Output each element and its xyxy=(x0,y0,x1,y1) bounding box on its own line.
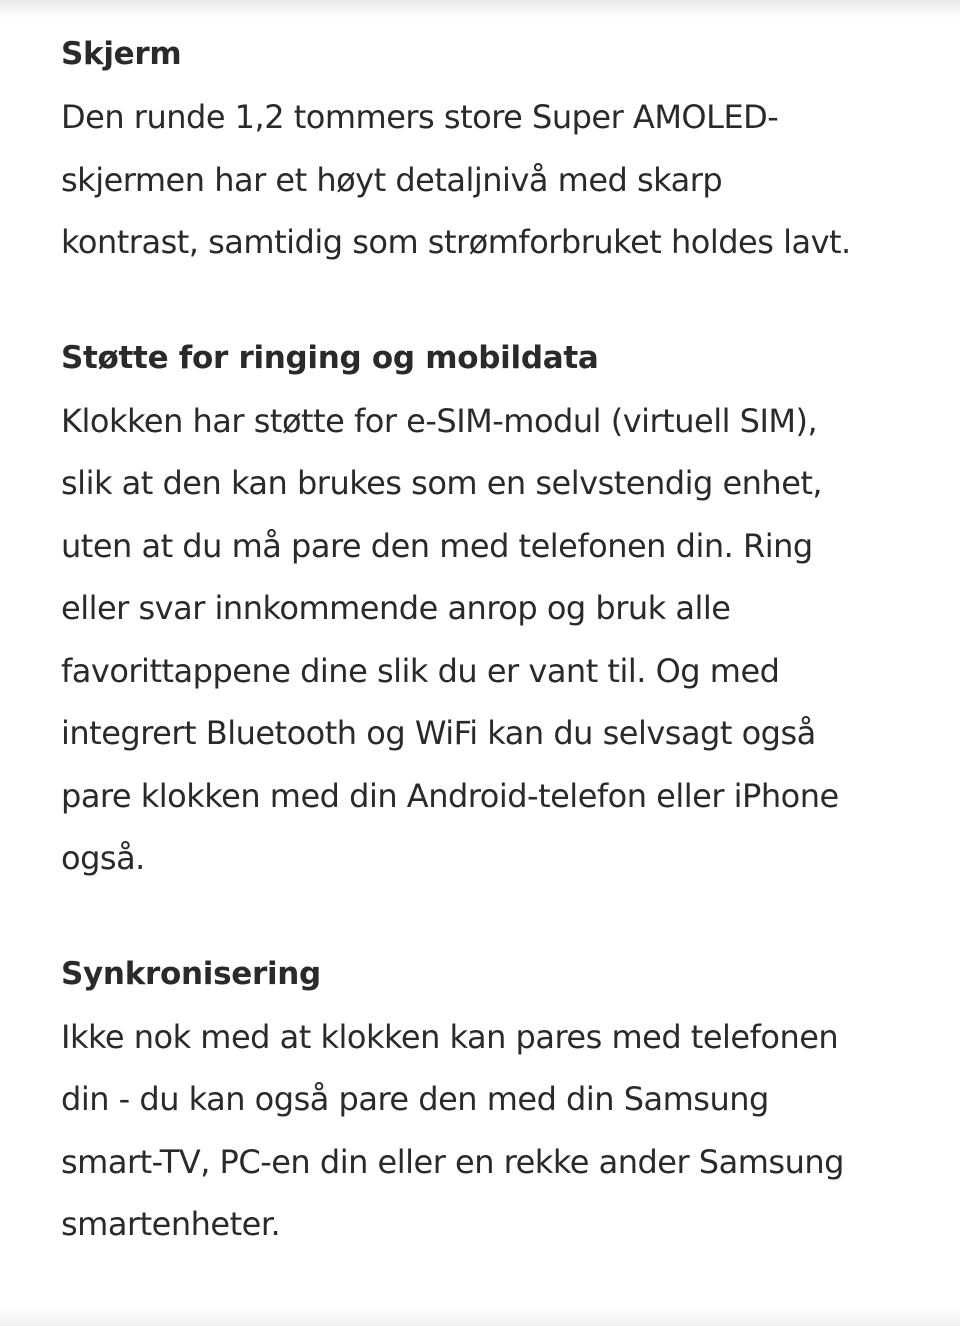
body-line: Den runde 1,2 tommers store Super AMOLED- xyxy=(61,98,779,136)
section-body xyxy=(61,390,941,890)
bottom-edge-shadow xyxy=(0,1306,960,1326)
body-line: din - du kan også pare den med din Samsung xyxy=(61,1080,769,1118)
body-line: Klokken har støtte for e-SIM-modul (virtuell SIM), xyxy=(61,401,818,440)
body-line: uten at du må pare den med telefonen din. Ring xyxy=(61,526,813,565)
product-description xyxy=(61,28,941,1314)
body-line: smartenheter. xyxy=(61,1205,281,1243)
body-line: kontrast, samtidig som strømforbruket holdes lavt. xyxy=(61,223,851,261)
body-line: Ikke nok med at klokken kan pares med telefonen xyxy=(61,1017,839,1056)
body-line: favorittappene dine slik du er vant til. Og med xyxy=(61,651,780,690)
body-line: slik at den kan brukes som en selvstendig enhet, xyxy=(61,464,823,502)
body-line: pare klokken med din Android-telefon eller iPhone xyxy=(61,776,839,815)
section-synchronization xyxy=(61,948,941,1256)
body-line: eller svar innkommende anrop og bruk alle xyxy=(61,589,731,627)
section-heading: Synkronisering xyxy=(61,955,321,992)
section-heading: Støtte for ringing og mobildata xyxy=(61,339,599,376)
section-heading: Skjerm xyxy=(61,36,182,72)
body-line: smart-TV, PC-en din eller en rekke ander Samsung xyxy=(61,1142,844,1181)
body-line: integrert Bluetooth og WiFi kan du selvsagt også xyxy=(61,714,816,752)
top-edge-shadow xyxy=(0,0,960,18)
section-display xyxy=(61,28,941,274)
section-calling-mobile-data xyxy=(61,332,941,890)
body-line: også. xyxy=(61,839,145,877)
body-line: skjermen har et høyt detaljnivå med skarp xyxy=(61,160,723,199)
section-body xyxy=(61,86,941,274)
section-body xyxy=(61,1006,941,1256)
